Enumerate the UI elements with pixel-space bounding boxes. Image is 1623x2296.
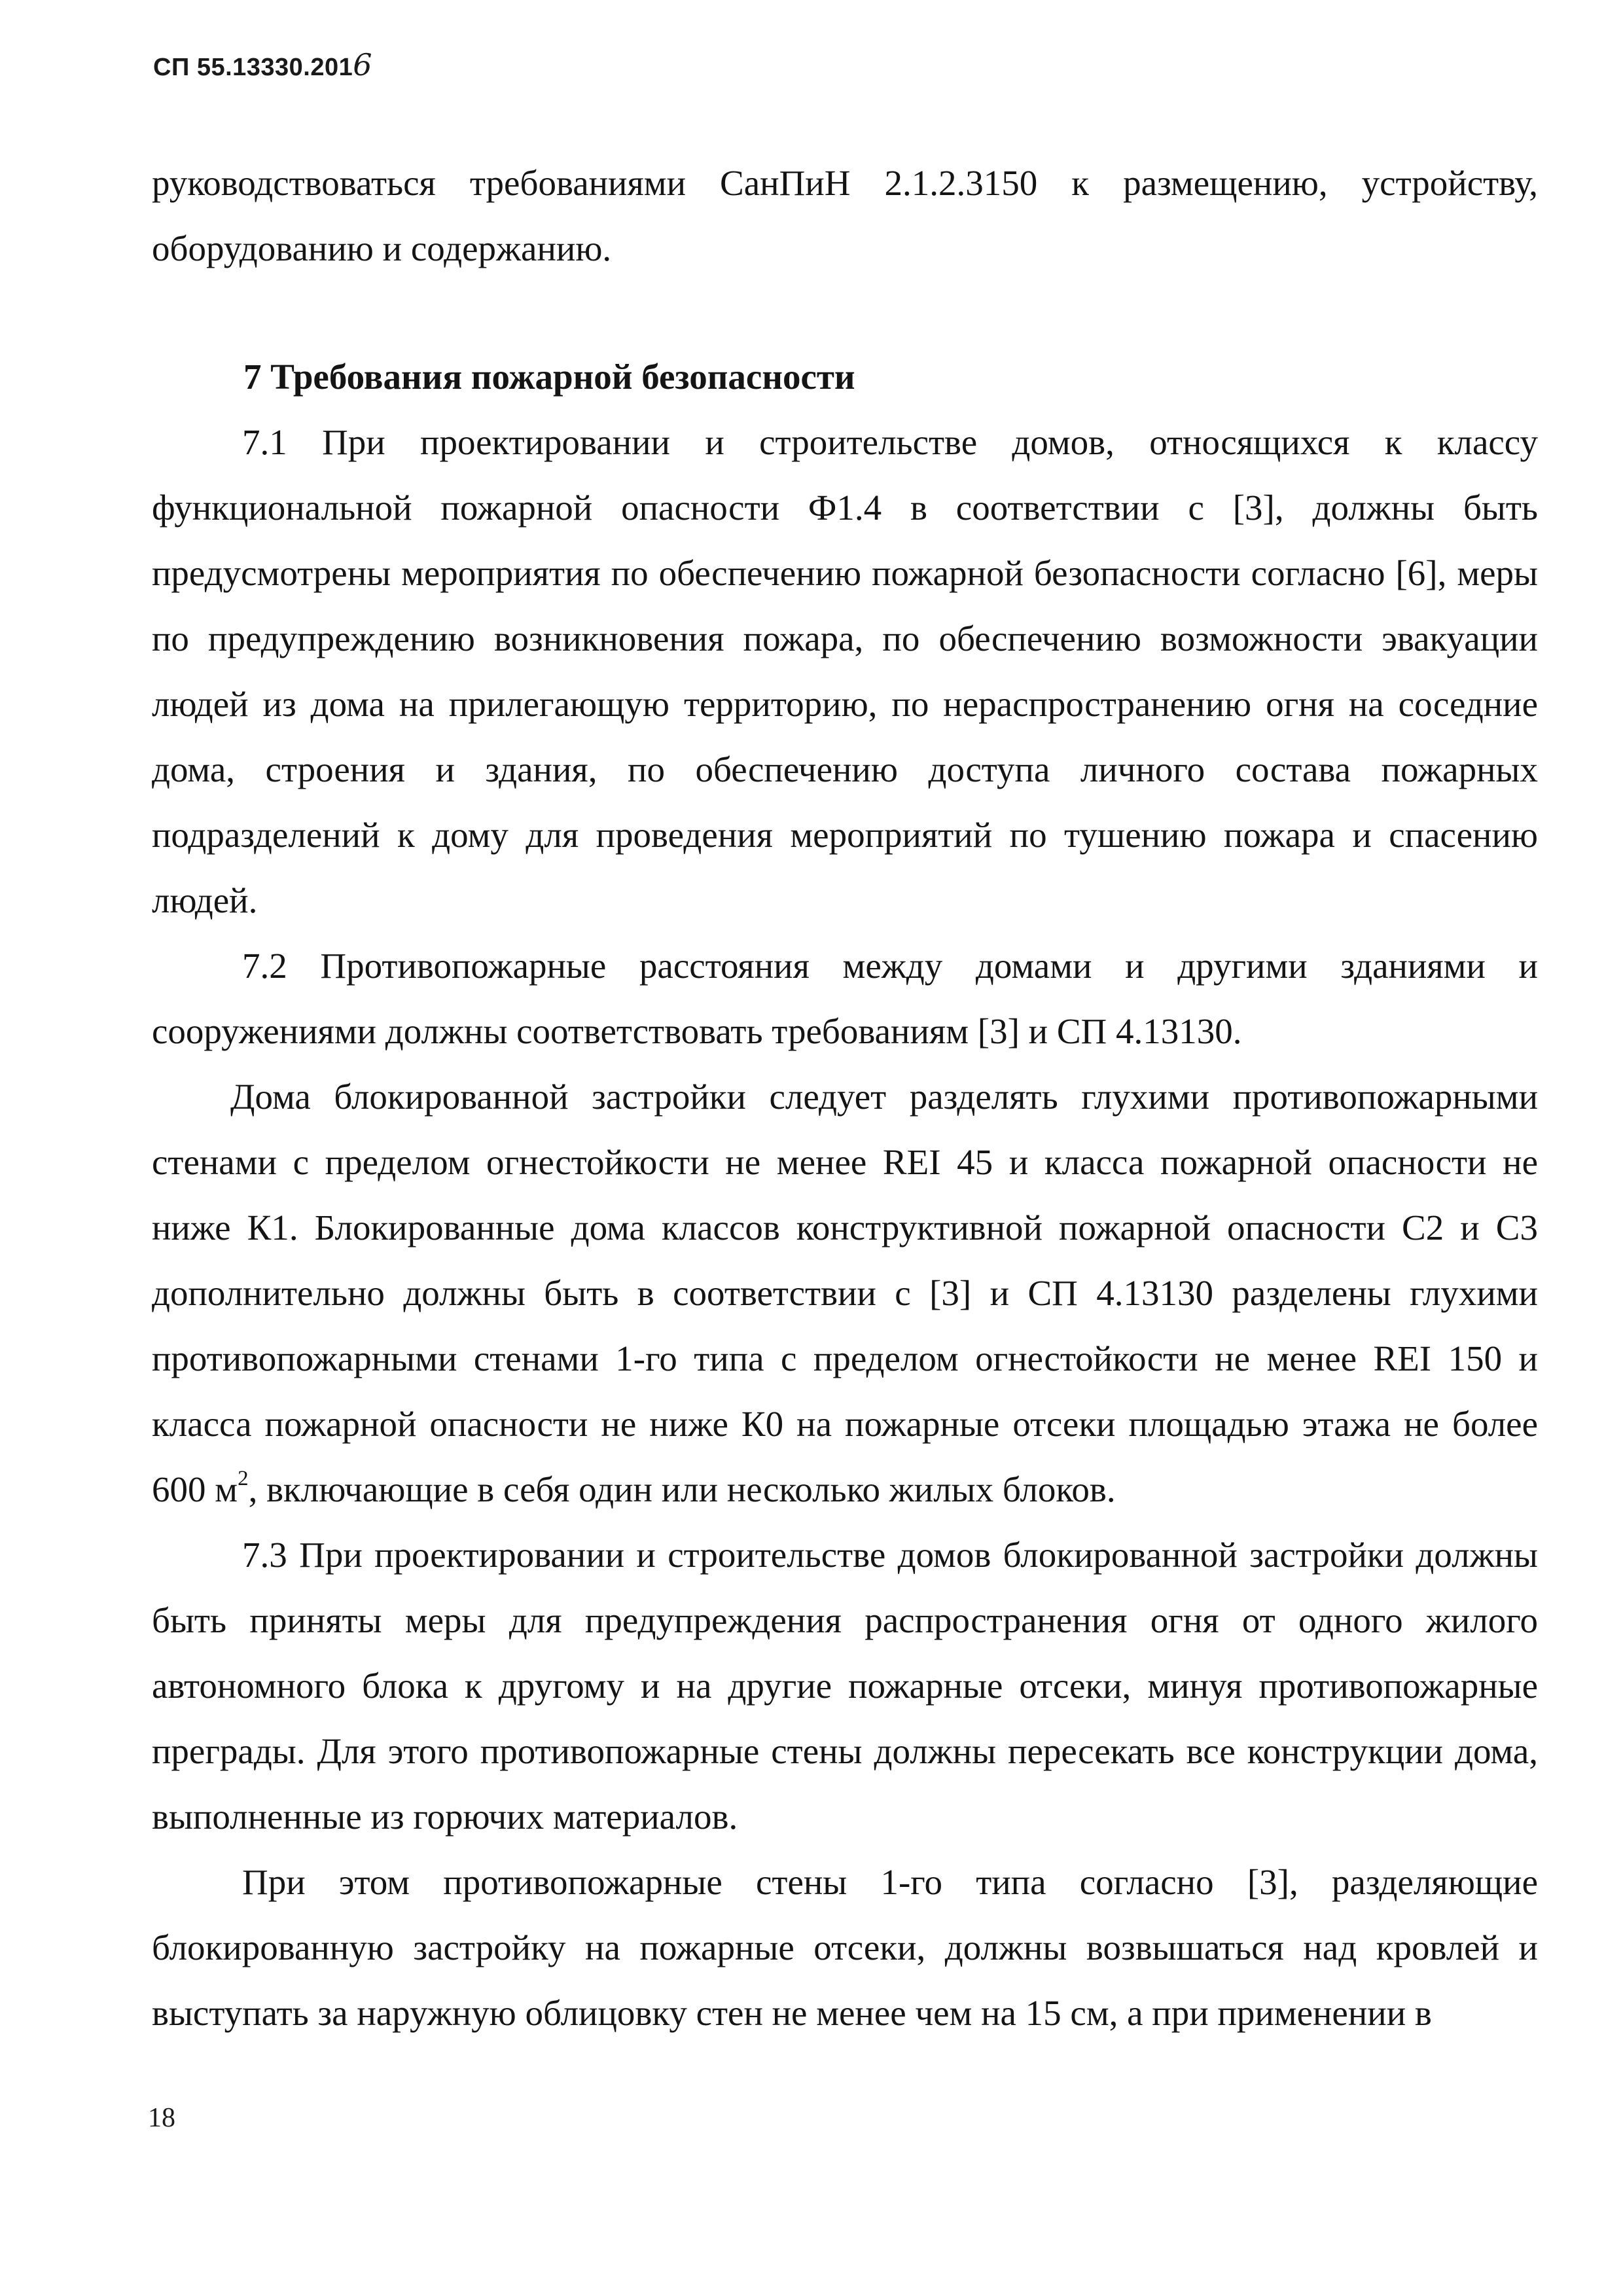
- handwritten-year-digit: 6: [353, 47, 373, 82]
- clause-7-1: 7.1 При проектировании и строительстве домов, относящихся к классу функциональной пожарной опасности Ф1.4 в соответствии с [3], должны быть предусмотрены мероприятия по обеспечению пожарной безопасности согласно [6], меры по предупреждению возникновения пожара, по обеспечению возможности эвакуации людей из дома на прилегающую территорию, по нераспространению огня на соседние дома, строения и здания, по обеспечению доступа личного состава пожарных подразделений к дому для проведения мероприятий по тушению пожара и спасению людей.: [152, 422, 1538, 920]
- paragraph-fire-walls: При этом противопожарные стены 1-го типа согласно [3], разделяющие блокированную застройку на пожарные отсеки, должны возвышаться над кровлей и выступать за наружную облицовку стен не менее чем на 15 см, а при применении в: [152, 1862, 1538, 2033]
- document-body: [152, 151, 1538, 2046]
- paragraph-blocked-houses-end: , включающие в себя один или несколько жилых блоков.: [248, 1469, 1116, 1509]
- page-number: 18: [148, 2103, 175, 2133]
- paragraph-blocked-houses: [152, 1064, 1538, 1522]
- document-code: СП 55.13330.201: [153, 54, 353, 81]
- section-heading: 7 Требования пожарной безопасности: [243, 357, 855, 397]
- continued-paragraph: руководствоваться требованиями СанПиН 2.1.2.3150 к размещению, устройству, оборудованию и содержанию.: [152, 163, 1538, 268]
- document-code-header: [153, 47, 372, 82]
- superscript-squared: 2: [238, 1466, 249, 1490]
- clause-7-3: 7.3 При проектировании и строительстве домов блокированной застройки должны быть приняты меры для предупреждения распространения огня от одного жилого автономного блока к другому и на другие пожарные отсеки, минуя противопожарные преграды. Для этого противопожарные стены должны пересекать все конструкции дома, выполненные из горючих материалов.: [152, 1535, 1538, 1837]
- paragraph-blocked-houses-text: Дома блокированной застройки следует разделять глухими противопожарными стенами с пределом огнестойкости не менее REI 45 и класса пожарной опасности не ниже К1. Блокированные дома классов конструктивной пожарной опасности С2 и С3 дополнительно должны быть в соответствии с [3] и СП 4.13130 разделены глухими противопожарными стенами 1-го типа с пределом огнестойкости не менее REI 150 и класса пожарной опасности не ниже К0 на пожарные отсеки площадью этажа не более 600 м: [152, 1077, 1538, 1509]
- clause-7-2: 7.2 Противопожарные расстояния между домами и другими зданиями и сооружениями должны соответствовать требованиям [3] и СП 4.13130.: [152, 946, 1538, 1051]
